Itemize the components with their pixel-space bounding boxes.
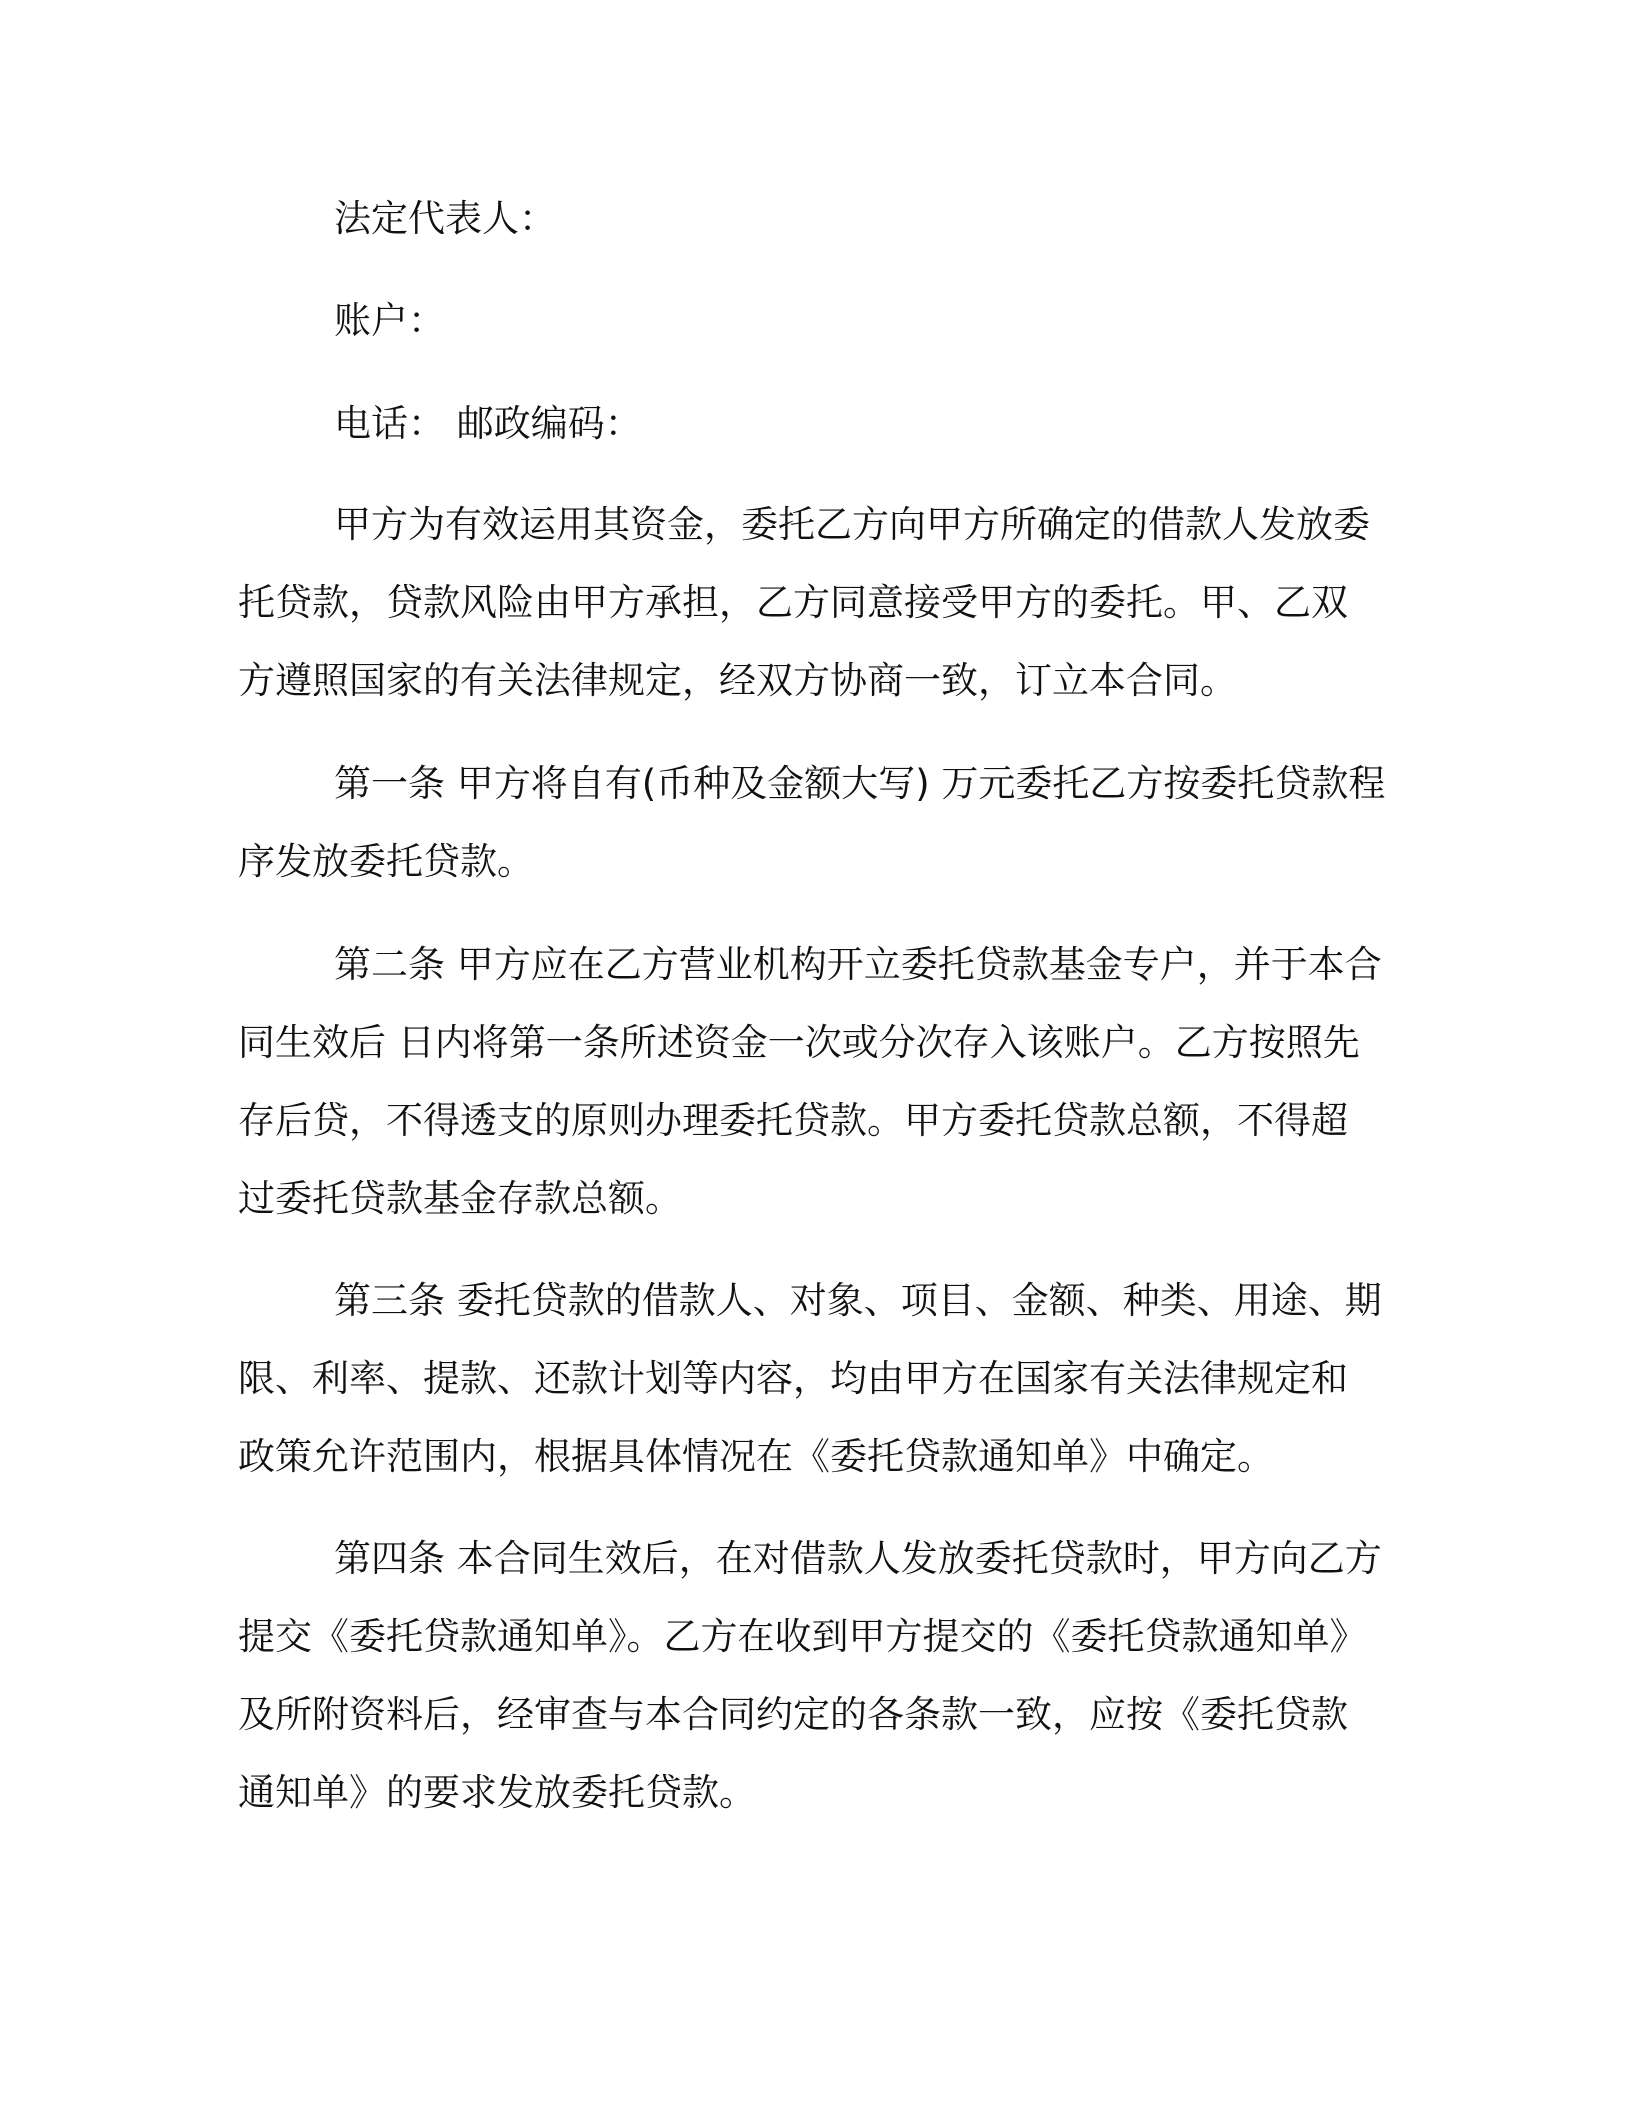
article-2-line-2: 同生效后 日内将第一条所述资金一次或分次存入该账户。乙方按照先: [238, 1021, 1360, 1064]
article-2-line-3: 存后贷，不得透支的原则办理委托贷款。甲方委托贷款总额，不得超: [238, 1099, 1348, 1142]
article-1-line-1: 第一条 甲方将自有(币种及金额大写) 万元委托乙方按委托贷款程: [334, 762, 1386, 805]
article-3-line-2: 限、利率、提款、还款计划等内容，均由甲方在国家有关法律规定和: [238, 1357, 1348, 1400]
article-3-line-3: 政策允许范围内，根据具体情况在《委托贷款通知单》中确定。: [238, 1435, 1274, 1478]
preamble-line-3: 方遵照国家的有关法律规定，经双方协商一致，订立本合同。: [238, 659, 1237, 702]
article-3-line-1: 第三条 委托贷款的借款人、对象、项目、金额、种类、用途、期: [334, 1279, 1382, 1322]
article-4-line-4: 通知单》的要求发放委托贷款。: [238, 1771, 756, 1814]
article-4-line-1: 第四条 本合同生效后，在对借款人发放委托贷款时，甲方向乙方: [334, 1537, 1382, 1580]
article-4-line-3: 及所附资料后，经审查与本合同约定的各条款一致，应按《委托贷款: [238, 1693, 1348, 1736]
phone-postcode-label: 电话： 邮政编码：: [334, 402, 642, 445]
article-1-line-2: 序发放委托贷款。: [238, 840, 534, 883]
article-2-line-1: 第二条 甲方应在乙方营业机构开立委托贷款基金专户，并于本合: [334, 943, 1382, 986]
account-label: 账户：: [334, 299, 445, 342]
preamble-line-2: 托贷款，贷款风险由甲方承担，乙方同意接受甲方的委托。甲、乙双: [238, 581, 1348, 624]
preamble-line-1: 甲方为有效运用其资金，委托乙方向甲方所确定的借款人发放委: [334, 503, 1370, 546]
legal-representative-label: 法定代表人：: [334, 197, 556, 240]
article-2-line-4: 过委托贷款基金存款总额。: [238, 1177, 682, 1220]
article-4-line-2: 提交《委托贷款通知单》。乙方在收到甲方提交的《委托贷款通知单》: [238, 1615, 1367, 1658]
